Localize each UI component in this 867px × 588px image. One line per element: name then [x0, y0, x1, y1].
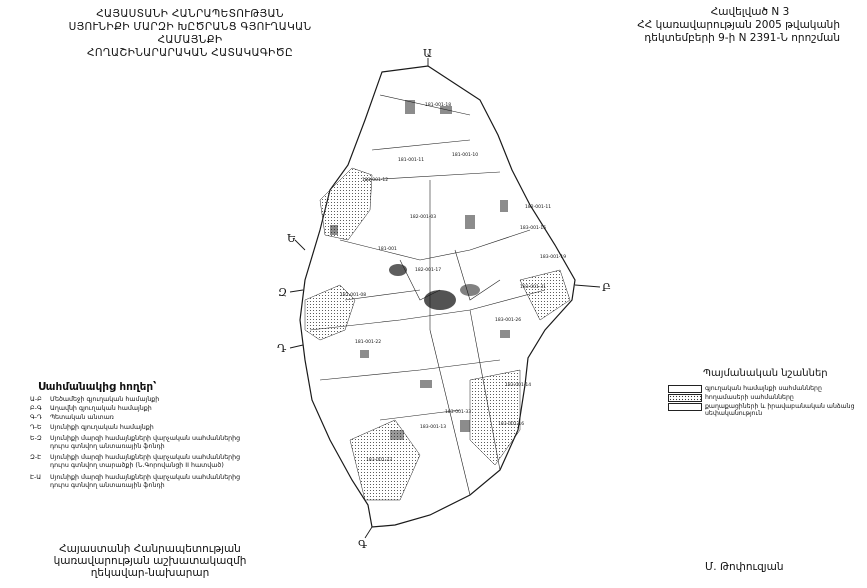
parcel-label: 183-001-26: [495, 318, 522, 323]
legend-swatch: [668, 385, 702, 393]
legend-item: [668, 394, 858, 402]
boundaries-title: Սահմանակից հողեր՝: [38, 381, 157, 393]
boundary-code: Ա-Բ: [30, 396, 42, 403]
direction-label-g: Գ: [358, 538, 368, 551]
legend-text: քաղաքացիների և իրավաբանական անձանց սեփականություն: [705, 403, 855, 418]
parcel-label: 182-001-17: [415, 268, 442, 273]
private-property-area: [470, 370, 520, 465]
boundary-code: Ե-Զ: [30, 434, 42, 442]
boundary-text: Սյունիքի մարզի համայնքների վարչական սահմաններից դուրս գտնվող անտառային ֆոնդի: [50, 473, 241, 489]
boundary-row: [30, 414, 260, 422]
boundary-code: Զ-Է: [30, 454, 42, 462]
boundary-text: Սյունիքի գյուղական համայնքի: [50, 423, 154, 431]
parcel-label: 181-001: [378, 247, 397, 252]
title-line: ՀՈՂԱՇԻՆԱՐԱՐԱԿԱՆ ՀԱՏԱԿԱԳԻԾԸ: [87, 47, 293, 59]
boundary-row: [30, 405, 260, 413]
boundary-text: Մեծամեջի գյուղական համայնքի: [50, 396, 160, 403]
parcel-label: 182-001-11: [525, 205, 552, 210]
boundary-row: [30, 396, 260, 404]
boundary-code: Գ-Դ: [30, 414, 42, 422]
parcel-label: 181-001-18: [425, 103, 452, 108]
parcel-label: 183-001-31: [520, 285, 547, 290]
legend-swatch: [668, 403, 702, 411]
legend-text: հողամասերի սահմանները: [705, 394, 794, 401]
legend-swatch: [668, 394, 702, 402]
title-line: ՍՅՈՒՆԻՔԻ ՄԱՐԶԻ ԽԸԾՐԱՆՑ ԳՅՈՒՂԱԿԱՆ ՀԱՄԱՅՆՔԻ: [68, 21, 312, 46]
parcel-label: 183-001-14: [505, 383, 532, 388]
parcel-label: 183-001-16: [498, 422, 525, 427]
private-property-area: [350, 420, 420, 500]
signatory-line: ղեկավար-նախարար: [90, 567, 210, 579]
boundary-text: Աղավնի գյուղական համայնքի: [50, 405, 152, 413]
annex-line: ՀՀ կառավարության 2005 թվականի: [637, 19, 840, 31]
boundary-text: Սյունիքի մարզի համայնքների վարչական սահմաններից դուրս գտնվող տարածքի (Ն.Գորովանցի II հատված): [50, 454, 241, 470]
signatory-line: Հայաստանի Հանրապետության: [59, 543, 241, 555]
boundary-code: Է-Ա: [30, 473, 42, 481]
boundary-row: [30, 474, 260, 490]
parcel-label: 181-001-12: [362, 178, 389, 183]
direction-label-a: Ա: [423, 47, 432, 60]
boundary-row: [30, 424, 260, 432]
signatory-line: կառավարության աշխատակազմի: [53, 555, 247, 567]
private-property-area: [305, 285, 355, 340]
boundary-row: [30, 435, 260, 451]
private-property-area: [520, 270, 570, 320]
parcel-label: 183-001-13: [420, 425, 447, 430]
parcel-label: 183-001-33: [445, 410, 472, 415]
legend-title: Պայմանական նշաններ: [703, 368, 828, 379]
annex-line: Հավելված N 3: [710, 6, 790, 18]
annex-line: դեկտեմբերի 9-ի N 2391-Ն որոշման: [644, 32, 840, 44]
parcel-label: 183-001-19: [540, 255, 567, 260]
signatory-name: Մ. Թոփուզյան: [705, 561, 784, 573]
parcel-label: 181-001-08: [340, 293, 367, 298]
legend-item: [668, 385, 858, 393]
boundary-text: Պետական անտառ: [50, 414, 114, 422]
signatory-title: [40, 543, 260, 579]
boundaries-list: [30, 396, 260, 491]
direction-label-z: Զ: [278, 286, 288, 299]
title-line: ՀԱՅԱՍՏԱՆԻ ՀԱՆՐԱՊԵՏՈՒԹՅԱՆ: [96, 8, 284, 20]
boundary-text: Սյունիքի մարզի համայնքների վարչական սահմաններից դուրս գտնվող անտառային ֆոնդի: [50, 434, 241, 451]
boundary-code: Բ-Գ: [30, 405, 42, 413]
parcel-label: 181-001-11: [398, 158, 425, 163]
direction-label-e: Ե: [287, 232, 296, 245]
boundary-code: Դ-Ե: [30, 423, 42, 431]
private-property-area: [320, 168, 372, 240]
boundary-row: [30, 454, 260, 470]
legend-text: գյուղական համայնքի սահմանները: [705, 385, 822, 392]
parcel-label: 183-001-23: [366, 458, 393, 463]
legend: [668, 385, 858, 419]
legend-item: [668, 403, 858, 418]
direction-label-b: Բ: [602, 281, 611, 294]
direction-label-d: Դ: [277, 342, 287, 355]
parcel-label: 183-001-15: [520, 226, 547, 231]
parcel-label: 182-001-03: [410, 215, 437, 220]
parcel-label: 181-001-22: [355, 340, 382, 345]
parcel-label: 181-001-10: [452, 153, 479, 158]
